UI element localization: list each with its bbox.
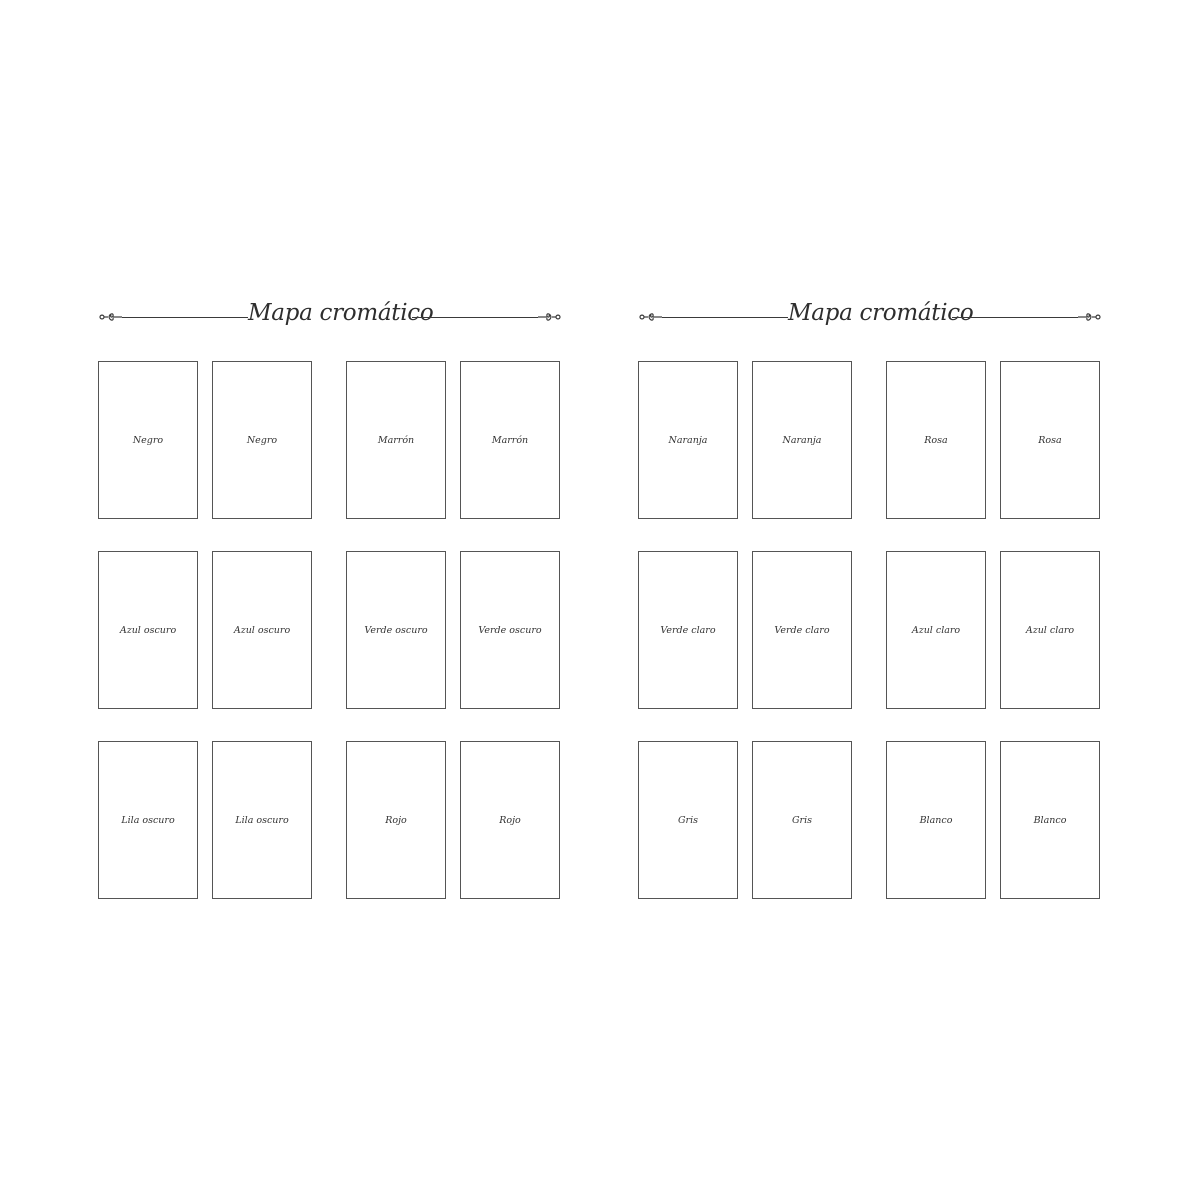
header-rule-right <box>952 317 1078 318</box>
color-card <box>98 551 198 709</box>
header-rule-left <box>662 317 788 318</box>
color-card <box>460 361 560 519</box>
color-label: Verde oscuro <box>478 624 542 636</box>
color-label: Blanco <box>1033 814 1067 826</box>
color-card <box>460 741 560 899</box>
color-label: Gris <box>677 814 699 826</box>
swirl-ornament-icon <box>1078 310 1102 324</box>
color-card <box>212 361 312 519</box>
color-card <box>1000 741 1100 899</box>
color-card <box>346 361 446 519</box>
page-header <box>638 296 1102 338</box>
color-label: Rojo <box>499 814 521 826</box>
header-rule-left <box>122 317 248 318</box>
color-label: Azul oscuro <box>233 624 291 636</box>
color-card <box>752 361 852 519</box>
color-card <box>1000 551 1100 709</box>
color-card <box>752 551 852 709</box>
color-label: Naranja <box>668 434 708 446</box>
color-label: Azul claro <box>1025 624 1075 636</box>
swirl-ornament-icon <box>638 310 662 324</box>
swirl-ornament-icon <box>98 310 122 324</box>
color-label: Blanco <box>919 814 953 826</box>
color-label: Rosa <box>924 434 948 446</box>
color-label: Verde oscuro <box>364 624 428 636</box>
color-label: Lila oscuro <box>235 814 289 826</box>
color-label: Verde claro <box>774 624 830 636</box>
color-card <box>752 741 852 899</box>
color-card <box>886 741 986 899</box>
color-card <box>346 551 446 709</box>
color-card <box>212 741 312 899</box>
color-label: Gris <box>791 814 813 826</box>
page-left <box>98 296 562 906</box>
color-card <box>1000 361 1100 519</box>
color-card <box>346 741 446 899</box>
color-label: Negro <box>246 434 278 446</box>
color-card <box>460 551 560 709</box>
color-card <box>98 741 198 899</box>
color-card <box>212 551 312 709</box>
color-card <box>638 361 738 519</box>
color-card <box>886 361 986 519</box>
page-header <box>98 296 562 338</box>
color-label: Rojo <box>385 814 407 826</box>
color-label: Azul claro <box>911 624 961 636</box>
color-label: Naranja <box>782 434 822 446</box>
page-title: Mapa cromático <box>248 300 434 326</box>
header-rule-right <box>412 317 538 318</box>
color-card <box>638 741 738 899</box>
color-card <box>98 361 198 519</box>
page-title: Mapa cromático <box>788 300 974 326</box>
color-label: Marrón <box>377 434 415 446</box>
color-label: Marrón <box>491 434 529 446</box>
color-card <box>638 551 738 709</box>
swirl-ornament-icon <box>538 310 562 324</box>
color-label: Verde claro <box>660 624 716 636</box>
color-label: Negro <box>132 434 164 446</box>
color-label: Azul oscuro <box>119 624 177 636</box>
color-label: Lila oscuro <box>121 814 175 826</box>
color-card <box>886 551 986 709</box>
color-label: Rosa <box>1038 434 1062 446</box>
page-right <box>638 296 1102 906</box>
